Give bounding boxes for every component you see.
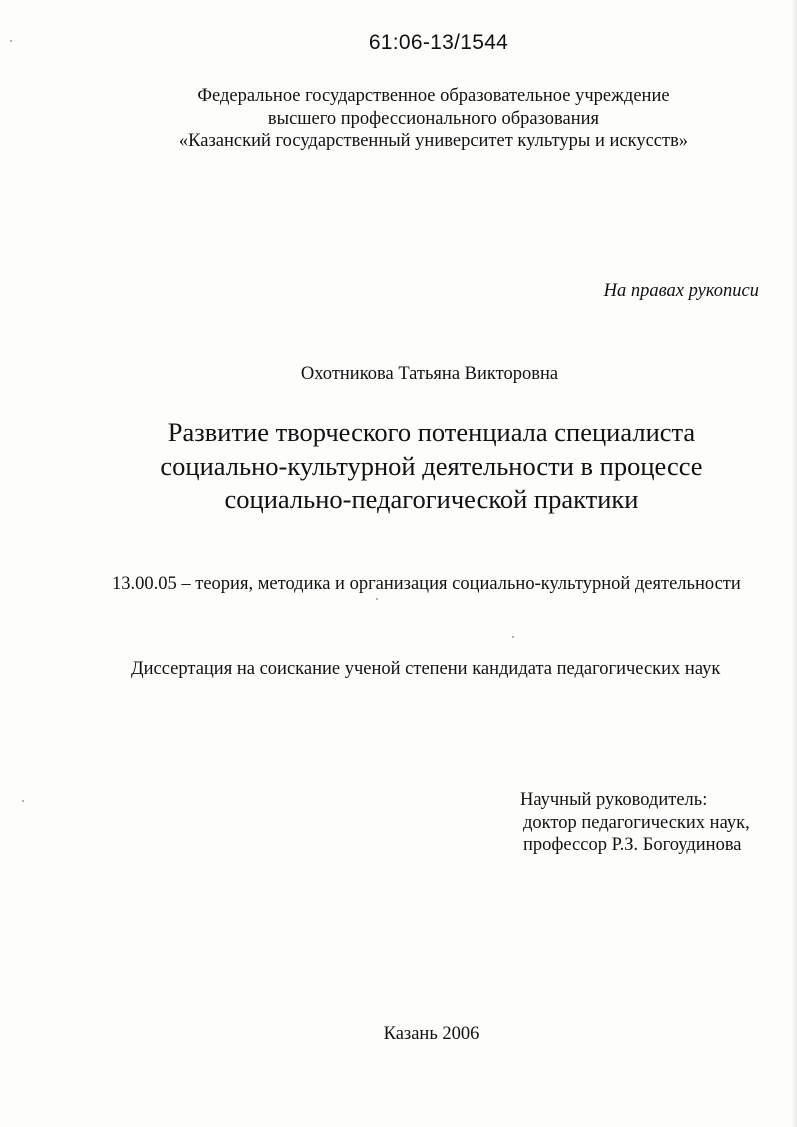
specialty-code: 13.00.05 – теория, методика и организация социально-культурной деятельности (112, 574, 741, 594)
dissertation-note: Диссертация на соискание ученой степени кандидата педагогических наук (131, 659, 721, 679)
institution-line: «Казанский государственный университет культуры и искусств» (178, 131, 689, 151)
title-line: социально-педагогической практики (224, 484, 639, 514)
supervisor-degree: доктор педагогических наук, (523, 812, 750, 833)
scan-speck (22, 800, 24, 802)
supervisor-label: Научный руководитель: (520, 790, 708, 810)
registration-code: 61:06-13/1544 (368, 31, 509, 54)
supervisor-block (520, 789, 750, 857)
title-line: социально-культурной деятельности в процессе (160, 450, 703, 481)
scan-edge-shadow (791, 0, 797, 1127)
institution-header (0, 85, 797, 153)
scan-speck (512, 636, 514, 638)
title-line: Развитие творческого потенциала специалиста (167, 417, 696, 447)
author-name: Охотникова Татьяна Викторовна (300, 364, 559, 384)
city-year: Казань 2006 (383, 1024, 480, 1044)
institution-line: высшего профессионального образования (267, 108, 600, 129)
scan-speck (376, 598, 378, 600)
rights-note: На правах рукописи (603, 281, 759, 301)
dissertation-title (0, 416, 797, 517)
institution-line: Федеральное государственное образовательное учреждение (197, 86, 670, 106)
supervisor-name: профессор Р.З. Богоудинова (523, 835, 742, 855)
